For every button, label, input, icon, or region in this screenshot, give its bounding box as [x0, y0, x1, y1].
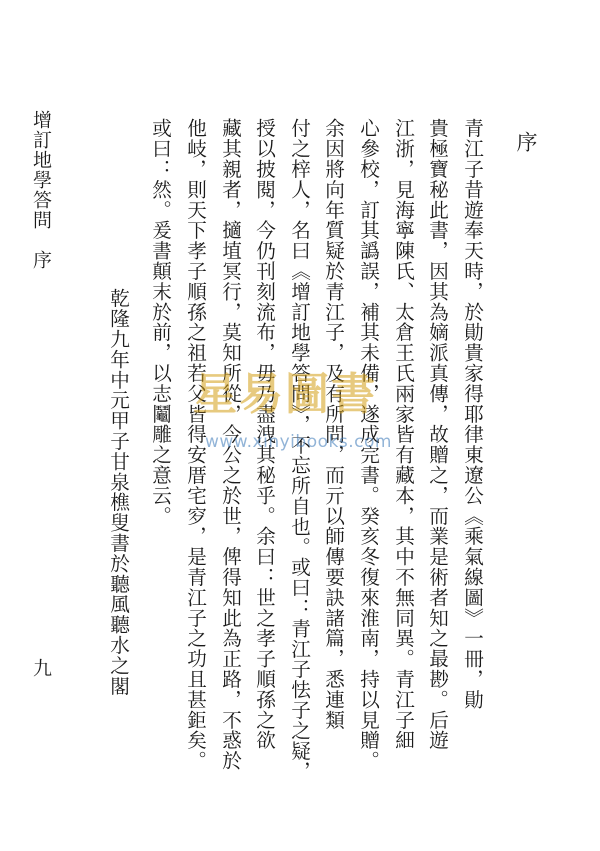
text-column-4: 心參校，訂其譌誤，補其未備，遂成完書。癸亥冬復來淮南，持以見贈。 — [356, 118, 380, 771]
watermark-url: www.xinyibooks.com — [205, 432, 392, 452]
text-column-1: 青江子昔遊奉天時，於勛貴家得耶律東遼公《乘氣線圖》一冊，勛 — [460, 118, 484, 710]
text-column-3: 江浙，見海寧陳氏、太倉王氏兩家皆有藏本，其中不無同異。青江子細 — [391, 118, 415, 751]
signature-line: 乾隆九年中元甲子甘泉樵叟書於聽風聽水之閣 — [106, 288, 130, 696]
text-column-6: 付之梓人，名曰《增訂地學答問》，不忘所自也。或曰：青江子怯子之疑， — [287, 118, 311, 782]
text-column-2: 貴極寶秘此書，因其為嫡派真傳，故贈之，而業是術者知之最尠。后遊 — [425, 118, 449, 751]
margin-book-title: 增訂地學答問 序 — [30, 110, 52, 270]
text-column-10: 或曰：然。爰書顛末於前，以志鬮雕之意云。 — [148, 118, 172, 526]
preface-heading: 序 — [514, 131, 538, 152]
text-column-5: 余因將向年質疑於青江子，及有所問，而亓以師傳要訣諸篇，悉連類 — [321, 118, 345, 730]
page-number: 九 — [30, 658, 52, 677]
text-column-7: 授以披閱，今仍刊刻流布，毋乃盡洩其秘乎。余曰：世之孝子順孫之欲 — [252, 118, 276, 751]
watermark-chars: 星易圖書 — [193, 369, 377, 420]
text-column-8: 藏其親者，擿埴冥行，莫知所從，今公之於世，俾得知此為正路，不惑於 — [218, 118, 242, 771]
text-column-9: 他岐，則天下孝子順孫之祖若父皆得安厝宅穸，是青江子之功且甚鉅矣。 — [183, 118, 207, 771]
